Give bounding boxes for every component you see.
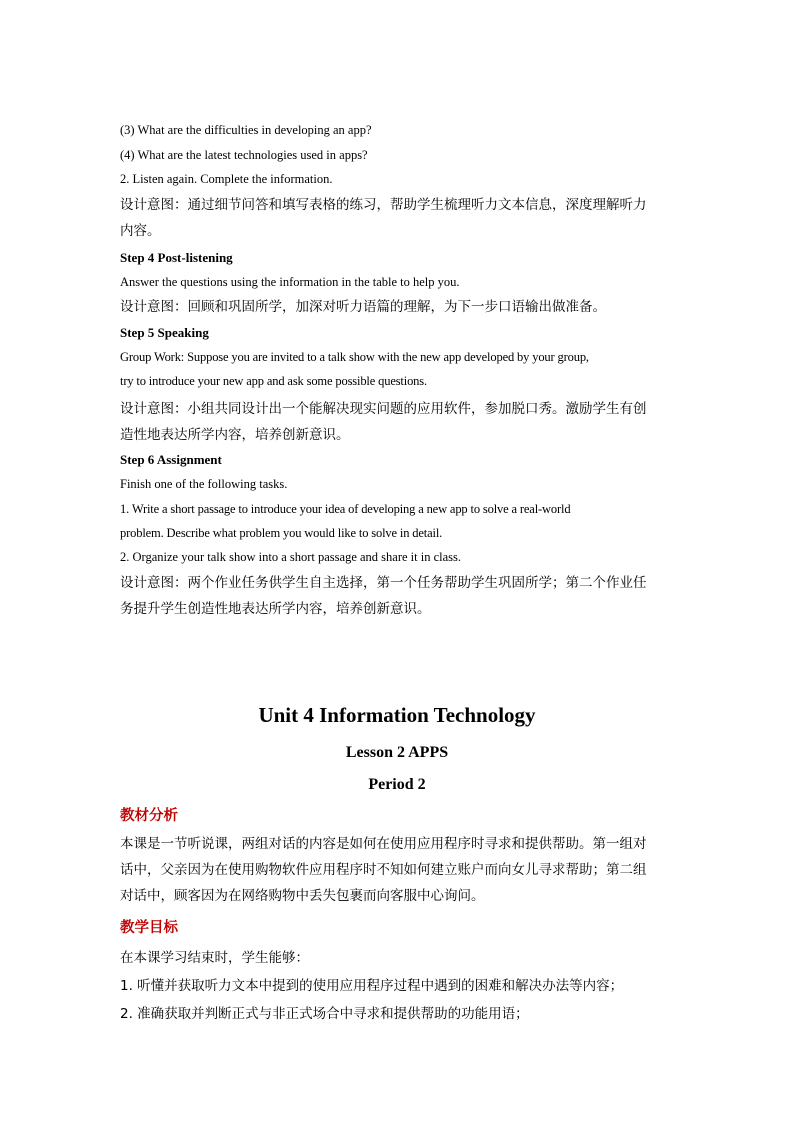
question-4: (4) What are the latest technologies used in apps? (120, 148, 368, 162)
design-intent-3-line-1: 设计意图：小组共同设计出一个能解决现实问题的应用软件，参加脱口秀。激励学生有创 (120, 401, 647, 417)
design-intent-1 (120, 192, 676, 244)
goal-2: 2. 准确获取并判断正式与非正式场合中寻求和提供帮助的功能用语； (120, 1006, 529, 1022)
lesson-title: Lesson 2 APPS (345, 744, 449, 761)
design-intent-2: 设计意图：回顾和巩固所学，加深对听力语篇的理解，为下一步口语输出做准备。 (120, 299, 606, 315)
question-3: (3) What are the difficulties in developing an app? (120, 123, 372, 137)
analysis-line-3: 对话中，顾客因为在网络购物中丢失包裹而向客服中心询问。 (120, 888, 485, 904)
period-title: Period 2 (368, 776, 426, 793)
task-1-line-1: 1. Write a short passage to introduce your idea of developing a new app to solve a real-world (120, 502, 571, 516)
design-intent-1-line-2: 内容。 (120, 223, 161, 239)
analysis-line-2: 话中，父亲因为在使用购物软件应用程序时不知如何建立账户而向女儿寻求帮助；第二组 (120, 862, 647, 878)
step-6-heading: Step 6 Assignment (120, 452, 222, 467)
textbook-analysis-text (120, 831, 676, 909)
listen-again-instruction: 2. Listen again. Complete the information. (120, 172, 333, 186)
analysis-line-1: 本课是一节听说课，两组对话的内容是如何在使用应用程序时寻求和提供帮助。第一组对 (120, 836, 647, 852)
design-intent-3 (120, 396, 676, 448)
step-5-heading: Step 5 Speaking (120, 325, 209, 340)
unit-title: Unit 4 Information Technology (258, 703, 536, 727)
step-5-text-line-1: Group Work: Suppose you are invited to a talk show with the new app developed by your group, (120, 350, 589, 364)
design-intent-4-line-2: 务提升学生创造性地表达所学内容，培养创新意识。 (120, 601, 431, 617)
task-1 (120, 497, 676, 546)
step-6-intro: Finish one of the following tasks. (120, 477, 288, 491)
goal-1: 1. 听懂并获取听力文本中提到的使用应用程序过程中遇到的困难和解决办法等内容； (120, 978, 624, 994)
step-4-heading: Step 4 Post-listening (120, 250, 233, 265)
design-intent-4-line-1: 设计意图：两个作业任务供学生自主选择，第一个任务帮助学生巩固所学；第二个作业任 (120, 575, 647, 591)
task-2: 2. Organize your talk show into a short passage and share it in class. (120, 550, 462, 564)
task-1-line-2: problem. Describe what problem you would like to solve in detail. (120, 526, 443, 541)
teaching-goals-heading: 教学目标 (120, 920, 178, 936)
design-intent-1-line-1: 设计意图：通过细节问答和填写表格的练习，帮助学生梳理听力文本信息，深度理解听力 (120, 197, 647, 213)
step-5-text-line-2: try to introduce your new app and ask some possible questions. (120, 374, 427, 389)
goals-intro: 在本课学习结束时，学生能够： (120, 950, 309, 966)
design-intent-3-line-2: 造性地表达所学内容，培养创新意识。 (120, 427, 350, 443)
step-4-text: Answer the questions using the information in the table to help you. (120, 275, 460, 289)
step-5-text (120, 345, 676, 394)
design-intent-4 (120, 570, 676, 622)
textbook-analysis-heading: 教材分析 (120, 808, 178, 824)
